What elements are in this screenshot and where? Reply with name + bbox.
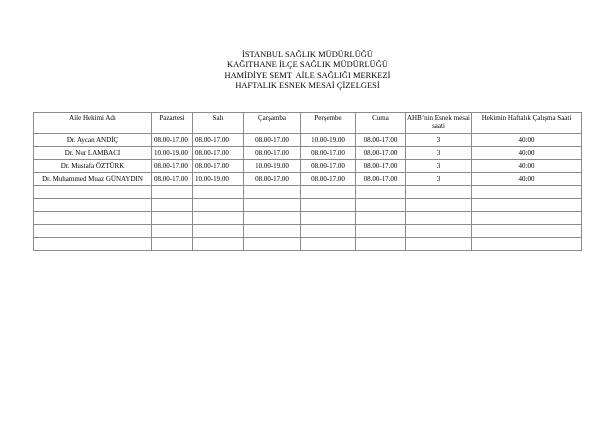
cell-thursday: 08.00-17.00 bbox=[301, 160, 356, 173]
empty-cell bbox=[193, 186, 244, 199]
cell-monday: 08.00-17.00 bbox=[152, 173, 193, 186]
empty-cell bbox=[406, 225, 472, 238]
empty-cell bbox=[34, 225, 152, 238]
cell-tuesday: 08.00-17.00 bbox=[193, 147, 244, 160]
cell-friday: 08.00-17.00 bbox=[356, 134, 406, 147]
empty-cell bbox=[152, 199, 193, 212]
empty-cell bbox=[472, 212, 582, 225]
cell-wednesday: 10.00-19.00 bbox=[244, 160, 301, 173]
empty-cell bbox=[356, 238, 406, 251]
col-header-tuesday: Salı bbox=[193, 113, 244, 134]
empty-cell bbox=[193, 212, 244, 225]
empty-cell bbox=[301, 238, 356, 251]
cell-friday: 08.00-17.00 bbox=[356, 147, 406, 160]
table-row bbox=[34, 160, 582, 173]
cell-doctor-name: Dr. Mustafa ÖZTÜRK bbox=[34, 160, 152, 173]
document-header bbox=[0, 50, 615, 92]
table-row bbox=[34, 147, 582, 160]
empty-cell bbox=[244, 212, 301, 225]
header-district: KAĞITHANE İLÇE SAĞLIK MÜDÜRLÜĞÜ bbox=[227, 60, 388, 70]
empty-table-row bbox=[34, 212, 582, 225]
cell-tuesday: 08.00-17.00 bbox=[193, 160, 244, 173]
cell-monday: 08.00-17.00 bbox=[152, 160, 193, 173]
table-row bbox=[34, 134, 582, 147]
empty-cell bbox=[301, 199, 356, 212]
empty-cell bbox=[356, 186, 406, 199]
col-header-name: Aile Hekimi Adı bbox=[34, 113, 152, 134]
empty-cell bbox=[356, 199, 406, 212]
empty-cell bbox=[406, 199, 472, 212]
empty-cell bbox=[34, 238, 152, 251]
empty-table-row bbox=[34, 186, 582, 199]
empty-table-row bbox=[34, 225, 582, 238]
empty-cell bbox=[472, 225, 582, 238]
cell-wednesday: 08.00-17.00 bbox=[244, 173, 301, 186]
empty-cell bbox=[406, 212, 472, 225]
empty-cell bbox=[152, 212, 193, 225]
empty-cell bbox=[193, 238, 244, 251]
cell-doctor-name: Dr. Nur LAMBACI bbox=[34, 147, 152, 160]
flex-hours-table bbox=[33, 112, 582, 251]
cell-thursday: 08.00-17.00 bbox=[301, 147, 356, 160]
empty-cell bbox=[406, 238, 472, 251]
col-header-weekly-hours: Hekimin Haftalık Çalışma Saati bbox=[472, 113, 582, 134]
col-header-friday: Cuma bbox=[356, 113, 406, 134]
empty-cell bbox=[472, 186, 582, 199]
empty-cell bbox=[244, 199, 301, 212]
empty-cell bbox=[356, 225, 406, 238]
empty-cell bbox=[34, 199, 152, 212]
cell-flex-hours: 3 bbox=[406, 134, 472, 147]
cell-flex-hours: 3 bbox=[406, 173, 472, 186]
table-header-row bbox=[34, 113, 582, 134]
col-header-flex-hours: AHB’nin Esnek mesai saati bbox=[406, 113, 472, 134]
col-header-wednesday: Çarşamba bbox=[244, 113, 301, 134]
cell-weekly-hours: 40:00 bbox=[472, 160, 582, 173]
cell-wednesday: 08.00-17.00 bbox=[244, 134, 301, 147]
empty-cell bbox=[152, 225, 193, 238]
cell-monday: 10.00-19.00 bbox=[152, 147, 193, 160]
col-header-thursday: Perşembe bbox=[301, 113, 356, 134]
cell-weekly-hours: 40:00 bbox=[472, 147, 582, 160]
empty-cell bbox=[34, 212, 152, 225]
cell-wednesday: 08.00-17.00 bbox=[244, 147, 301, 160]
col-header-monday: Pazartesi bbox=[152, 113, 193, 134]
table-row bbox=[34, 173, 582, 186]
empty-cell bbox=[244, 238, 301, 251]
empty-cell bbox=[152, 238, 193, 251]
empty-cell bbox=[301, 186, 356, 199]
empty-cell bbox=[244, 186, 301, 199]
cell-friday: 08.00-17.00 bbox=[356, 160, 406, 173]
cell-tuesday: 10.00-19.00 bbox=[193, 173, 244, 186]
empty-cell bbox=[193, 225, 244, 238]
empty-cell bbox=[406, 186, 472, 199]
cell-doctor-name: Dr. Aycan ANDİÇ bbox=[34, 134, 152, 147]
cell-weekly-hours: 40:00 bbox=[472, 173, 582, 186]
cell-thursday: 10.00-19.00 bbox=[301, 134, 356, 147]
header-ministry: İSTANBUL SAĞLIK MÜDÜRLÜĞÜ bbox=[241, 50, 373, 59]
empty-cell bbox=[301, 212, 356, 225]
cell-monday: 08.00-17.00 bbox=[152, 134, 193, 147]
cell-friday: 08.00-17.00 bbox=[356, 173, 406, 186]
empty-table-row bbox=[34, 199, 582, 212]
empty-cell bbox=[152, 186, 193, 199]
cell-weekly-hours: 40:00 bbox=[472, 134, 582, 147]
empty-cell bbox=[34, 186, 152, 199]
empty-table-row bbox=[34, 238, 582, 251]
cell-flex-hours: 3 bbox=[406, 147, 472, 160]
cell-flex-hours: 3 bbox=[406, 160, 472, 173]
empty-cell bbox=[244, 225, 301, 238]
empty-cell bbox=[193, 199, 244, 212]
cell-thursday: 08.00-17.00 bbox=[301, 173, 356, 186]
header-title: HAFTALIK ESNEK MESAİ ÇİZELGESİ bbox=[235, 81, 380, 91]
cell-tuesday: 08.00-17.00 bbox=[193, 134, 244, 147]
empty-cell bbox=[356, 212, 406, 225]
cell-doctor-name: Dr. Muhammed Muaz GÜNAYDIN bbox=[34, 173, 152, 186]
header-center: HAMİDİYE SEMT AİLE SAĞLIĞI MERKEZİ bbox=[224, 70, 391, 80]
empty-cell bbox=[472, 199, 582, 212]
empty-cell bbox=[472, 238, 582, 251]
empty-cell bbox=[301, 225, 356, 238]
